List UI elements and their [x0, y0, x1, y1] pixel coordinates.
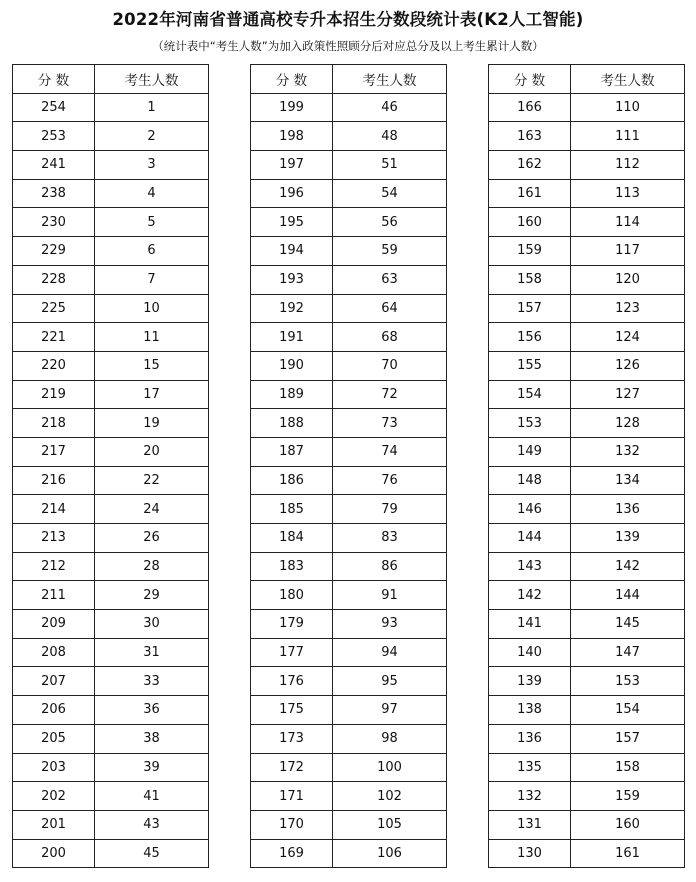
- count-cell: 68: [333, 323, 447, 352]
- table-row: [251, 437, 447, 466]
- score-cell: 214: [13, 495, 95, 524]
- table-row: [489, 581, 685, 610]
- table-row: [13, 122, 209, 151]
- count-cell: 7: [95, 265, 209, 294]
- table-row: [489, 237, 685, 266]
- score-cell: 138: [489, 696, 571, 725]
- count-cell: 10: [95, 294, 209, 323]
- count-cell: 54: [333, 179, 447, 208]
- score-cell: 176: [251, 667, 333, 696]
- score-cell: 254: [13, 93, 95, 122]
- score-cell: 183: [251, 552, 333, 581]
- table-row: [251, 294, 447, 323]
- table-row: [13, 179, 209, 208]
- count-cell: 26: [95, 524, 209, 553]
- count-cell: 124: [571, 323, 685, 352]
- score-cell: 140: [489, 638, 571, 667]
- table-row: [251, 610, 447, 639]
- count-cell: 106: [333, 839, 447, 868]
- count-cell: 5: [95, 208, 209, 237]
- count-cell: 43: [95, 810, 209, 839]
- score-cell: 206: [13, 696, 95, 725]
- table-row: [489, 610, 685, 639]
- score-cell: 170: [251, 810, 333, 839]
- count-cell: 100: [333, 753, 447, 782]
- count-cell: 31: [95, 638, 209, 667]
- count-cell: 111: [571, 122, 685, 151]
- table-row: [251, 495, 447, 524]
- table-row: [13, 552, 209, 581]
- count-column-header: 考生人数: [95, 65, 209, 94]
- count-cell: 98: [333, 724, 447, 753]
- score-cell: 198: [251, 122, 333, 151]
- score-table-3: [488, 64, 685, 868]
- count-cell: 132: [571, 437, 685, 466]
- count-cell: 74: [333, 437, 447, 466]
- count-cell: 94: [333, 638, 447, 667]
- table-row: [251, 323, 447, 352]
- count-cell: 134: [571, 466, 685, 495]
- count-cell: 158: [571, 753, 685, 782]
- table-row: [13, 638, 209, 667]
- count-cell: 91: [333, 581, 447, 610]
- score-cell: 253: [13, 122, 95, 151]
- count-cell: 105: [333, 810, 447, 839]
- score-cell: 199: [251, 93, 333, 122]
- table-row: [251, 696, 447, 725]
- table-row: [13, 466, 209, 495]
- score-cell: 156: [489, 323, 571, 352]
- table-row: [489, 323, 685, 352]
- table-row: [251, 466, 447, 495]
- score-cell: 132: [489, 782, 571, 811]
- table-row: [13, 437, 209, 466]
- table-row: [251, 237, 447, 266]
- table-row: [251, 265, 447, 294]
- count-cell: 56: [333, 208, 447, 237]
- count-cell: 126: [571, 351, 685, 380]
- count-cell: 72: [333, 380, 447, 409]
- score-cell: 172: [251, 753, 333, 782]
- count-cell: 123: [571, 294, 685, 323]
- table-row: [13, 294, 209, 323]
- score-cell: 230: [13, 208, 95, 237]
- score-cell: 187: [251, 437, 333, 466]
- count-cell: 145: [571, 610, 685, 639]
- count-cell: 3: [95, 151, 209, 180]
- score-cell: 173: [251, 724, 333, 753]
- score-cell: 216: [13, 466, 95, 495]
- table-row: [489, 839, 685, 868]
- count-cell: 157: [571, 724, 685, 753]
- count-cell: 136: [571, 495, 685, 524]
- table-row: [489, 524, 685, 553]
- count-cell: 17: [95, 380, 209, 409]
- count-cell: 153: [571, 667, 685, 696]
- count-column-header: 考生人数: [333, 65, 447, 94]
- score-cell: 221: [13, 323, 95, 352]
- count-cell: 39: [95, 753, 209, 782]
- score-column-header: 分 数: [13, 65, 95, 94]
- count-cell: 154: [571, 696, 685, 725]
- count-cell: 128: [571, 409, 685, 438]
- table-row: [489, 495, 685, 524]
- table-row: [489, 151, 685, 180]
- score-cell: 201: [13, 810, 95, 839]
- count-cell: 83: [333, 524, 447, 553]
- score-cell: 130: [489, 839, 571, 868]
- score-cell: 162: [489, 151, 571, 180]
- count-cell: 64: [333, 294, 447, 323]
- score-cell: 196: [251, 179, 333, 208]
- score-cell: 190: [251, 351, 333, 380]
- score-cell: 194: [251, 237, 333, 266]
- score-cell: 185: [251, 495, 333, 524]
- score-cell: 179: [251, 610, 333, 639]
- count-cell: 11: [95, 323, 209, 352]
- count-cell: 46: [333, 93, 447, 122]
- table-row: [13, 351, 209, 380]
- table-header-row: [489, 65, 685, 94]
- count-cell: 127: [571, 380, 685, 409]
- table-row: [489, 208, 685, 237]
- table-row: [13, 93, 209, 122]
- table-row: [13, 151, 209, 180]
- score-table-1: [12, 64, 209, 868]
- score-cell: 195: [251, 208, 333, 237]
- count-cell: 142: [571, 552, 685, 581]
- count-cell: 114: [571, 208, 685, 237]
- score-cell: 161: [489, 179, 571, 208]
- score-column-header: 分 数: [489, 65, 571, 94]
- table-row: [13, 667, 209, 696]
- count-cell: 139: [571, 524, 685, 553]
- count-cell: 22: [95, 466, 209, 495]
- score-cell: 241: [13, 151, 95, 180]
- score-cell: 142: [489, 581, 571, 610]
- table-row: [489, 782, 685, 811]
- score-cell: 200: [13, 839, 95, 868]
- table-row: [13, 495, 209, 524]
- score-cell: 146: [489, 495, 571, 524]
- table-row: [489, 466, 685, 495]
- table-row: [489, 638, 685, 667]
- table-row: [489, 294, 685, 323]
- score-column-header: 分 数: [251, 65, 333, 94]
- score-cell: 203: [13, 753, 95, 782]
- count-cell: 45: [95, 839, 209, 868]
- table-row: [13, 839, 209, 868]
- table-row: [489, 122, 685, 151]
- score-cell: 229: [13, 237, 95, 266]
- table-row: [489, 351, 685, 380]
- score-cell: 225: [13, 294, 95, 323]
- table-row: [251, 524, 447, 553]
- score-table-2: [250, 64, 447, 868]
- score-cell: 192: [251, 294, 333, 323]
- table-row: [13, 208, 209, 237]
- count-cell: 28: [95, 552, 209, 581]
- score-cell: 208: [13, 638, 95, 667]
- score-cell: 149: [489, 437, 571, 466]
- score-cell: 160: [489, 208, 571, 237]
- table-row: [489, 810, 685, 839]
- table-row: [251, 552, 447, 581]
- table-row: [13, 524, 209, 553]
- table-row: [489, 724, 685, 753]
- table-row: [13, 724, 209, 753]
- score-cell: 143: [489, 552, 571, 581]
- table-row: [489, 437, 685, 466]
- count-cell: 24: [95, 495, 209, 524]
- table-row: [489, 753, 685, 782]
- table-row: [251, 208, 447, 237]
- count-cell: 1: [95, 93, 209, 122]
- table-row: [251, 351, 447, 380]
- score-cell: 218: [13, 409, 95, 438]
- score-cell: 135: [489, 753, 571, 782]
- count-cell: 79: [333, 495, 447, 524]
- score-cell: 193: [251, 265, 333, 294]
- table-row: [251, 724, 447, 753]
- count-cell: 120: [571, 265, 685, 294]
- count-cell: 6: [95, 237, 209, 266]
- count-cell: 41: [95, 782, 209, 811]
- table-row: [251, 782, 447, 811]
- table-row: [251, 122, 447, 151]
- count-cell: 112: [571, 151, 685, 180]
- count-cell: 63: [333, 265, 447, 294]
- count-cell: 110: [571, 93, 685, 122]
- count-cell: 86: [333, 552, 447, 581]
- score-cell: 163: [489, 122, 571, 151]
- score-cell: 219: [13, 380, 95, 409]
- count-cell: 70: [333, 351, 447, 380]
- score-cell: 158: [489, 265, 571, 294]
- table-row: [251, 810, 447, 839]
- table-row: [13, 696, 209, 725]
- table-row: [251, 839, 447, 868]
- score-cell: 155: [489, 351, 571, 380]
- count-cell: 159: [571, 782, 685, 811]
- count-cell: 33: [95, 667, 209, 696]
- table-row: [251, 409, 447, 438]
- count-cell: 144: [571, 581, 685, 610]
- count-cell: 48: [333, 122, 447, 151]
- table-row: [489, 667, 685, 696]
- score-cell: 217: [13, 437, 95, 466]
- score-cell: 157: [489, 294, 571, 323]
- score-cell: 166: [489, 93, 571, 122]
- score-cell: 139: [489, 667, 571, 696]
- score-cell: 144: [489, 524, 571, 553]
- score-cell: 169: [251, 839, 333, 868]
- table-row: [251, 179, 447, 208]
- count-cell: 15: [95, 351, 209, 380]
- table-row: [13, 380, 209, 409]
- page-subtitle: （统计表中“考生人数”为加入政策性照顾分后对应总分及以上考生累计人数）: [152, 39, 544, 53]
- table-row: [13, 810, 209, 839]
- score-cell: 205: [13, 724, 95, 753]
- count-cell: 36: [95, 696, 209, 725]
- table-row: [251, 380, 447, 409]
- count-cell: 76: [333, 466, 447, 495]
- score-cell: 186: [251, 466, 333, 495]
- table-row: [489, 696, 685, 725]
- table-header-row: [13, 65, 209, 94]
- score-cell: 202: [13, 782, 95, 811]
- score-cell: 141: [489, 610, 571, 639]
- count-cell: 30: [95, 610, 209, 639]
- table-row: [489, 380, 685, 409]
- table-row: [489, 93, 685, 122]
- score-cell: 207: [13, 667, 95, 696]
- score-cell: 211: [13, 581, 95, 610]
- count-cell: 29: [95, 581, 209, 610]
- score-cell: 188: [251, 409, 333, 438]
- score-cell: 228: [13, 265, 95, 294]
- table-row: [13, 581, 209, 610]
- page-title: 2022年河南省普通高校专升本招生分数段统计表(K2人工智能): [112, 10, 584, 29]
- score-cell: 209: [13, 610, 95, 639]
- score-cell: 213: [13, 524, 95, 553]
- count-cell: 2: [95, 122, 209, 151]
- score-cell: 148: [489, 466, 571, 495]
- count-cell: 161: [571, 839, 685, 868]
- score-cell: 191: [251, 323, 333, 352]
- score-cell: 212: [13, 552, 95, 581]
- score-cell: 131: [489, 810, 571, 839]
- count-cell: 97: [333, 696, 447, 725]
- score-cell: 171: [251, 782, 333, 811]
- score-cell: 189: [251, 380, 333, 409]
- count-cell: 113: [571, 179, 685, 208]
- table-row: [489, 179, 685, 208]
- score-cell: 136: [489, 724, 571, 753]
- table-row: [13, 753, 209, 782]
- count-cell: 160: [571, 810, 685, 839]
- count-cell: 93: [333, 610, 447, 639]
- table-row: [489, 265, 685, 294]
- count-cell: 73: [333, 409, 447, 438]
- table-header-row: [251, 65, 447, 94]
- score-cell: 154: [489, 380, 571, 409]
- count-column-header: 考生人数: [571, 65, 685, 94]
- table-row: [251, 581, 447, 610]
- count-cell: 117: [571, 237, 685, 266]
- table-row: [251, 667, 447, 696]
- count-cell: 95: [333, 667, 447, 696]
- score-cell: 197: [251, 151, 333, 180]
- count-cell: 4: [95, 179, 209, 208]
- score-cell: 153: [489, 409, 571, 438]
- score-cell: 184: [251, 524, 333, 553]
- score-cell: 180: [251, 581, 333, 610]
- table-row: [489, 552, 685, 581]
- count-cell: 20: [95, 437, 209, 466]
- count-cell: 19: [95, 409, 209, 438]
- table-row: [251, 151, 447, 180]
- score-cell: 159: [489, 237, 571, 266]
- count-cell: 147: [571, 638, 685, 667]
- score-cell: 177: [251, 638, 333, 667]
- table-row: [13, 610, 209, 639]
- table-row: [251, 93, 447, 122]
- table-row: [13, 409, 209, 438]
- score-cell: 238: [13, 179, 95, 208]
- score-cell: 175: [251, 696, 333, 725]
- count-cell: 38: [95, 724, 209, 753]
- table-row: [489, 409, 685, 438]
- table-row: [13, 265, 209, 294]
- table-row: [13, 323, 209, 352]
- count-cell: 59: [333, 237, 447, 266]
- count-cell: 102: [333, 782, 447, 811]
- table-row: [251, 638, 447, 667]
- count-cell: 51: [333, 151, 447, 180]
- score-cell: 220: [13, 351, 95, 380]
- table-row: [13, 782, 209, 811]
- table-row: [251, 753, 447, 782]
- table-row: [13, 237, 209, 266]
